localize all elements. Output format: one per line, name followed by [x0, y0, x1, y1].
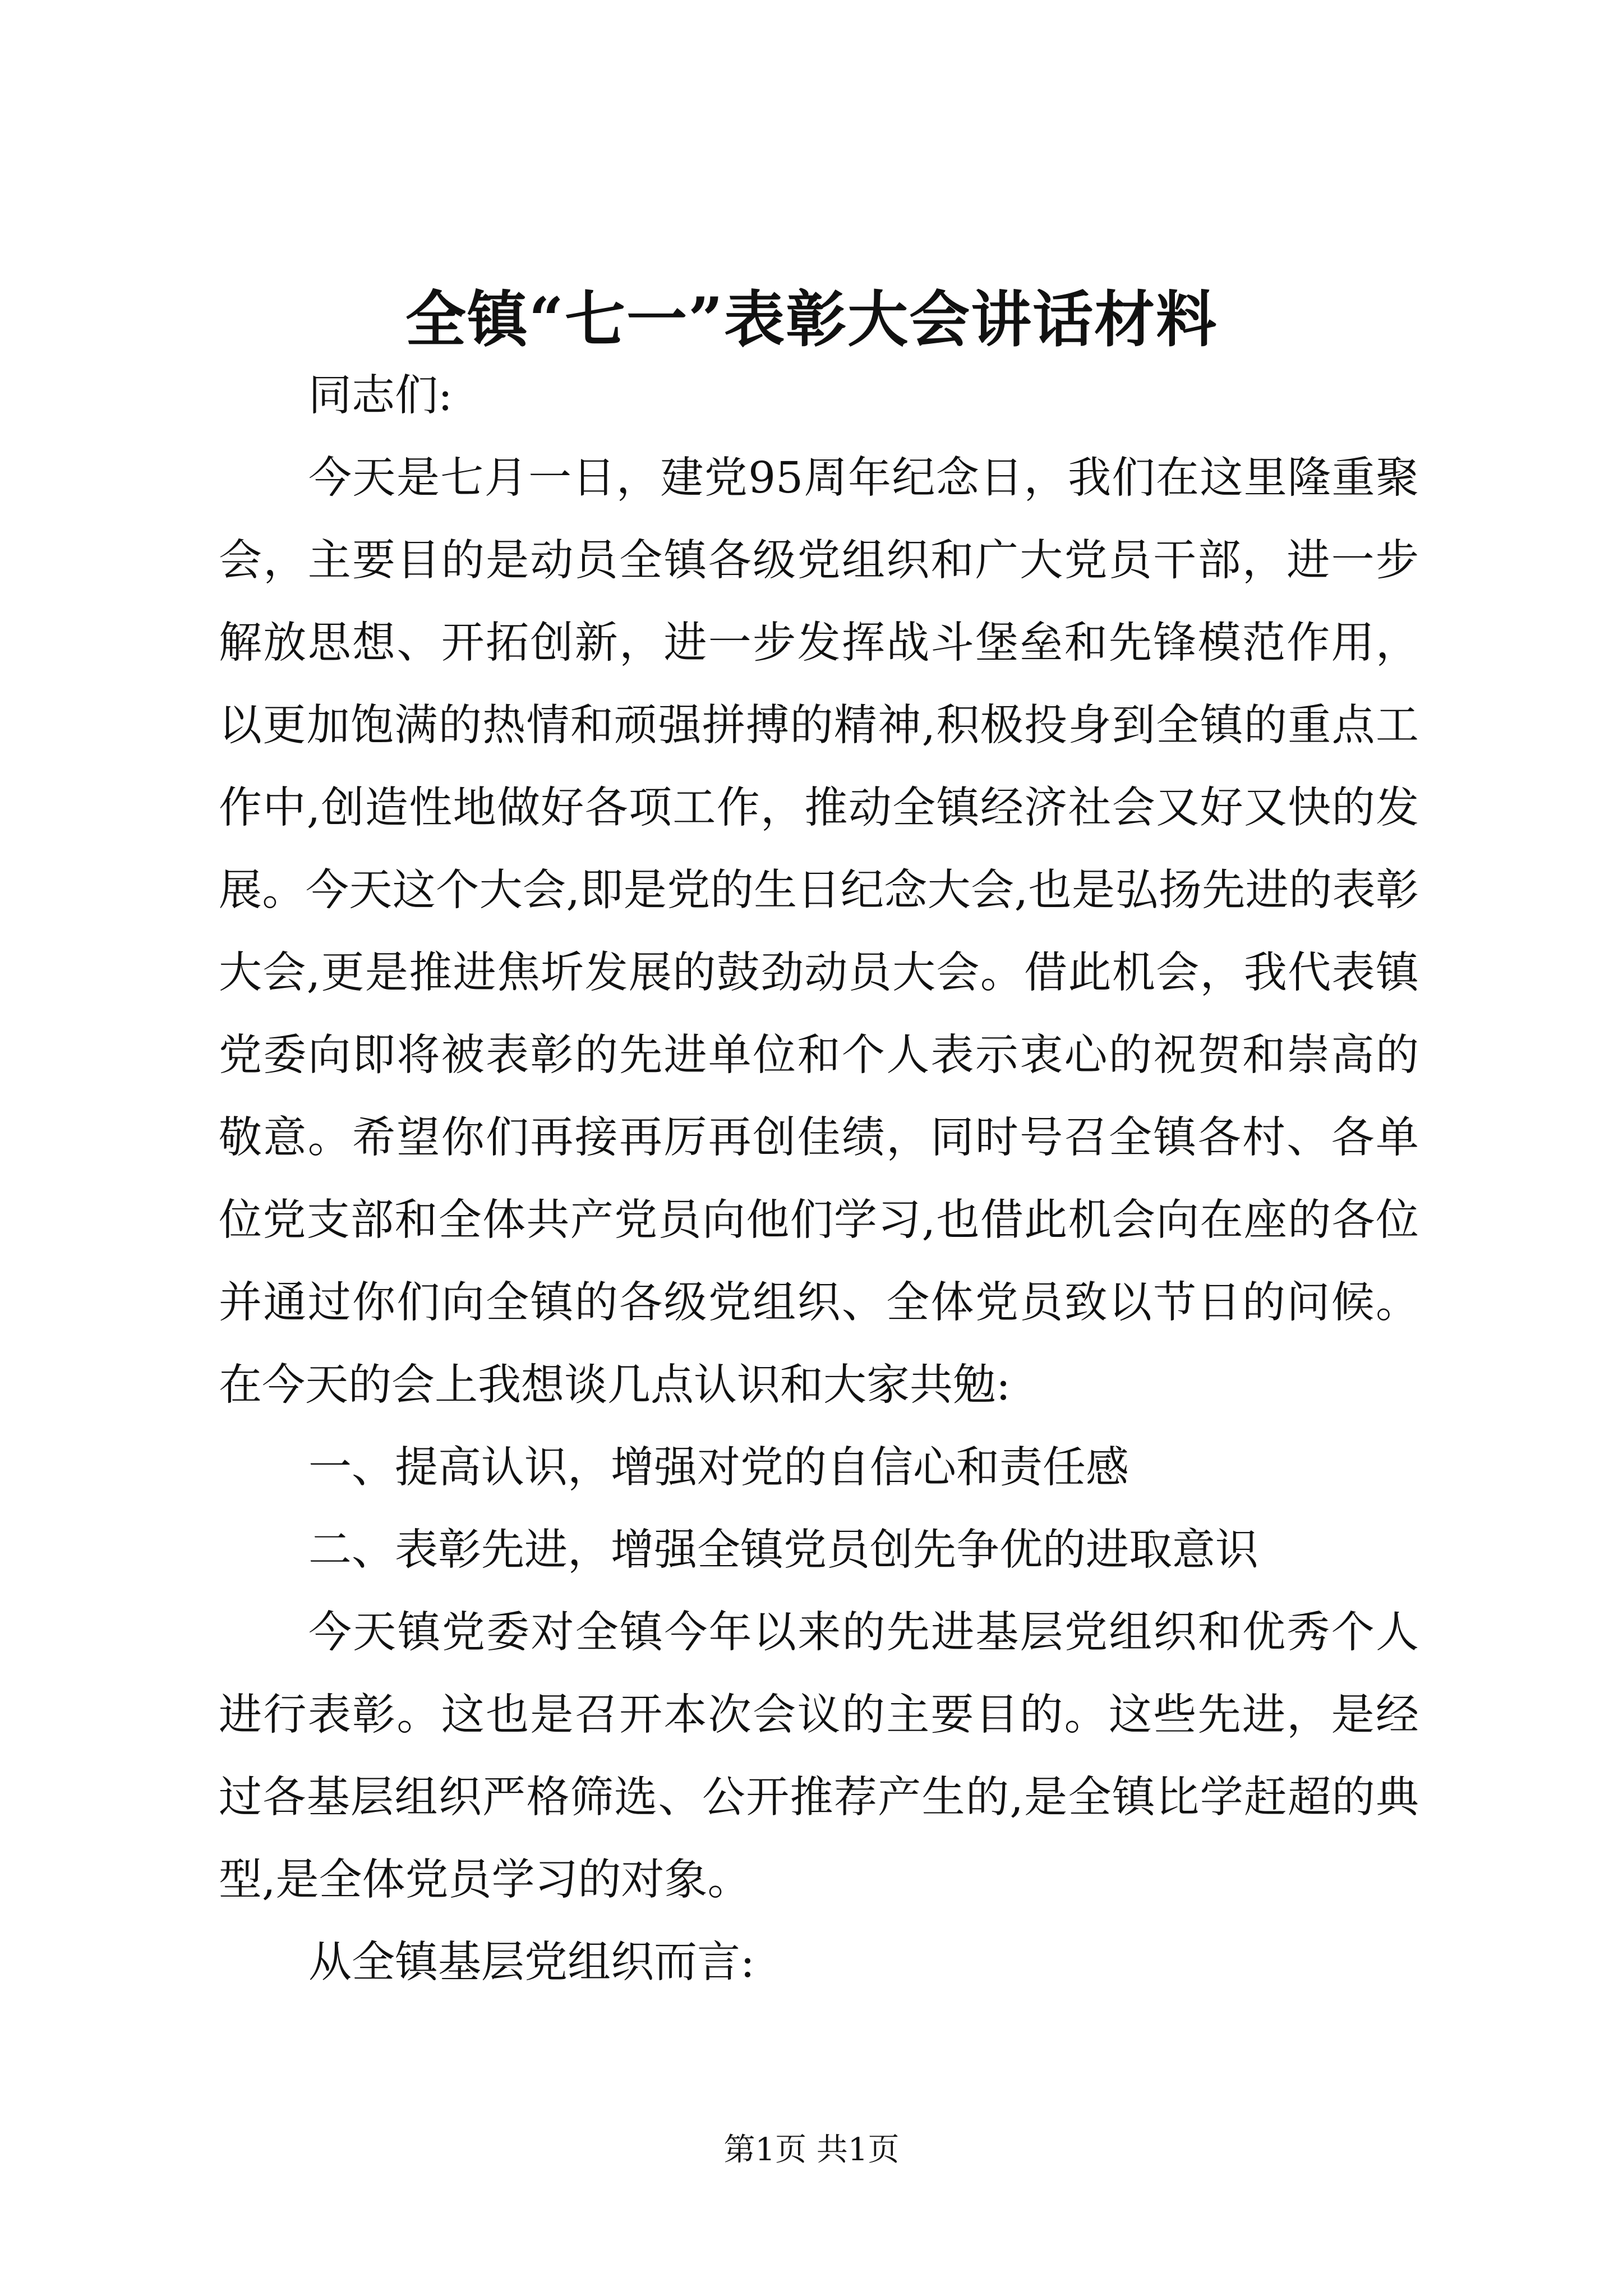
paragraph-grassroots: 从全镇基层党组织而言:: [308, 1938, 755, 1987]
paragraph-opening: 今天是七月一日，建党95周年纪念日，我们在这里隆重聚会，主要目的是动员全镇各级党组织和广大党员干部，进一步解放思想、开拓创新，进一步发挥战斗堡垒和先锋模范作用，以更加饱满的热情和顽强拼搏的精神,积极投身到全镇的重点工作中,创造性地做好各项工作，推动全镇经济社会又好又快的发展。今天这个大会,即是党的生日纪念大会,也是弘扬先进的表彰大会,更是推进焦圻发展的鼓劲动员大会。借此机会，我代表镇党委向即将被表彰的先进单位和个人表示衷心的祝贺和崇高的敬意。希望你们再接再厉再创佳绩，同时号召全镇各村、各单位党支部和全体共产党员向他们学习,也借此机会向在座的各位并通过你们向全镇的各级党组织、全体党员致以节日的问候。在今天的会上我想谈几点认识和大家共勉:: [219, 453, 1419, 1410]
section-heading-1: 一、提高认识，增强对党的自信心和责任感: [308, 1443, 1129, 1493]
salutation: 同志们:: [308, 371, 453, 421]
document-title: 全镇“七一”表彰大会讲话材料: [405, 284, 1218, 355]
section-heading-2: 二、表彰先进，增强全镇党员创先争优的进取意识: [308, 1525, 1258, 1575]
paragraph-commendation: 今天镇党委对全镇今年以来的先进基层党组织和优秀个人进行表彰。这也是召开本次会议的主要目的。这些先进，是经过各基层组织严格筛选、公开推荐产生的,是全镇比学赶超的典型,是全体党员学习的对象。: [219, 1608, 1419, 1905]
document-body: [219, 355, 1419, 2004]
page-footer: 第1页 共1页: [723, 2132, 900, 2168]
